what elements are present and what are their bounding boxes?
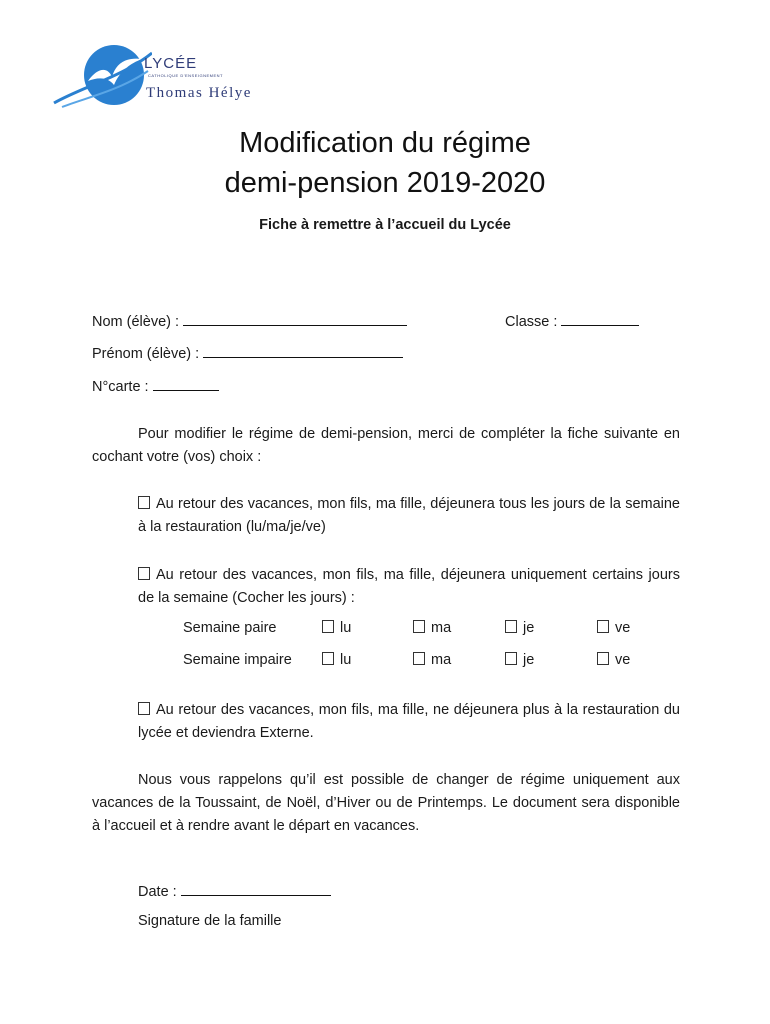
logo-text-school-name: Thomas Hélye <box>146 85 252 101</box>
day-label: je <box>523 652 535 668</box>
week-even-label: Semaine paire <box>183 620 277 636</box>
even-lu[interactable] <box>322 620 351 636</box>
checkbox-odd-ma[interactable] <box>413 652 425 665</box>
nom-field[interactable] <box>92 311 407 330</box>
day-label: ve <box>615 620 631 636</box>
day-label: ve <box>615 652 631 668</box>
checkbox-even-je[interactable] <box>505 620 517 633</box>
checkbox-even-lu[interactable] <box>322 620 334 633</box>
checkbox-option-externe[interactable] <box>138 702 150 715</box>
prenom-blank[interactable] <box>203 343 403 358</box>
nom-blank[interactable] <box>183 311 407 326</box>
odd-je[interactable] <box>505 652 534 668</box>
week-odd-label: Semaine impaire <box>183 652 292 668</box>
checkbox-odd-lu[interactable] <box>322 652 334 665</box>
checkbox-option-some-days[interactable] <box>138 567 150 580</box>
seagull-logo-icon <box>52 45 152 115</box>
school-logo <box>52 45 272 115</box>
day-label: je <box>523 620 535 636</box>
nom-label: Nom (élève) : <box>92 314 180 330</box>
carte-label: N°carte : <box>92 379 149 395</box>
document-subtitle: Fiche à remettre à l’accueil du Lycée <box>259 217 511 233</box>
document-title-line1: Modification du régime <box>239 127 531 159</box>
prenom-field[interactable] <box>92 343 403 362</box>
reminder-paragraph: Nous vous rappelons qu’il est possible de changer de régime uniquement aux vacances de la Toussaint, de Noël, d’Hiver ou de Printemps. Le document sera disponible à l’accueil et à rendre avant le départ en vacances. <box>92 772 680 834</box>
logo-text-lycee: LYCÉE <box>144 55 198 72</box>
even-je[interactable] <box>505 620 534 636</box>
checkbox-odd-ve[interactable] <box>597 652 609 665</box>
date-label: Date : <box>138 884 177 900</box>
option-some-days <box>138 564 680 610</box>
checkbox-option-all-days[interactable] <box>138 496 150 509</box>
option-externe-text: Au retour des vacances, mon fils, ma fille, ne déjeunera plus à la restauration du lycée et deviendra Externe. <box>138 702 680 741</box>
classe-label: Classe : <box>505 314 558 330</box>
day-label: ma <box>431 620 452 636</box>
date-blank[interactable] <box>181 881 331 896</box>
option-all-days-text: Au retour des vacances, mon fils, ma fille, déjeunera tous les jours de la semaine à la restauration (lu/ma/je/ve) <box>138 496 680 535</box>
intro-paragraph: Pour modifier le régime de demi-pension, merci de compléter la fiche suivante en cochant votre (vos) choix : <box>92 426 680 465</box>
even-ma[interactable] <box>413 620 451 636</box>
option-externe <box>138 699 680 745</box>
checkbox-even-ma[interactable] <box>413 620 425 633</box>
day-label: ma <box>431 652 452 668</box>
odd-lu[interactable] <box>322 652 351 668</box>
checkbox-odd-je[interactable] <box>505 652 517 665</box>
signature-label: Signature de la famille <box>138 913 282 929</box>
classe-blank[interactable] <box>561 311 639 326</box>
carte-blank[interactable] <box>153 376 219 391</box>
day-label: lu <box>340 652 352 668</box>
date-field[interactable] <box>138 881 331 900</box>
odd-ma[interactable] <box>413 652 451 668</box>
document-title-line2: demi-pension 2019-2020 <box>224 167 546 199</box>
day-label: lu <box>340 620 352 636</box>
even-ve[interactable] <box>597 620 630 636</box>
option-some-days-text: Au retour des vacances, mon fils, ma fille, déjeunera uniquement certains jours de la semaine (Cocher les jours) : <box>138 567 680 606</box>
classe-field[interactable] <box>505 311 639 330</box>
prenom-label: Prénom (élève) : <box>92 346 200 362</box>
checkbox-even-ve[interactable] <box>597 620 609 633</box>
option-all-days <box>138 493 680 539</box>
carte-field[interactable] <box>92 376 219 395</box>
logo-text-catholique: CATHOLIQUE D'ENSEIGNEMENT <box>148 73 223 78</box>
odd-ve[interactable] <box>597 652 630 668</box>
